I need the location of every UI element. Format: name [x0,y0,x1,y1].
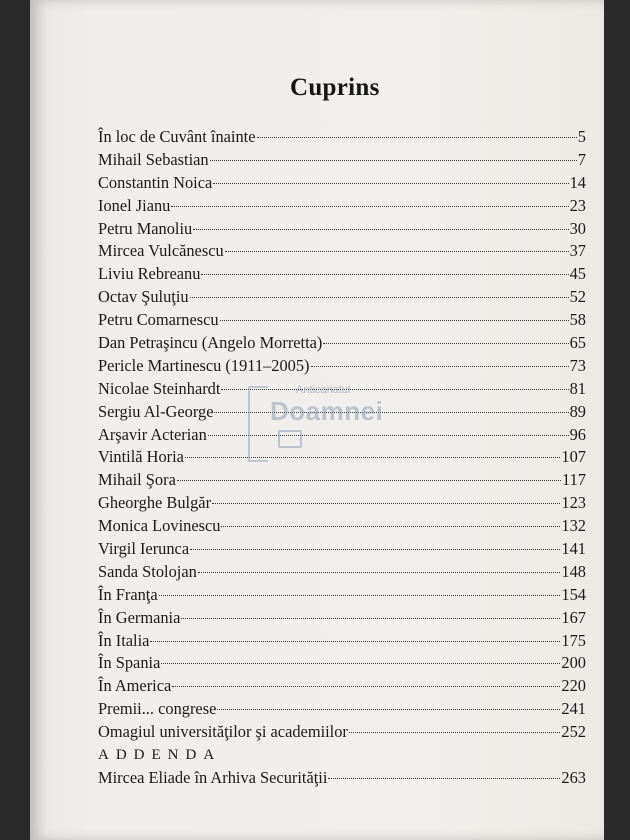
toc-entry-title: Monica Lovinescu [98,516,221,536]
toc-entry-title: În Spania [98,653,161,673]
toc-entry-title: Liviu Rebreanu [98,264,201,284]
toc-entry-page-number: 52 [569,287,586,307]
dot-leader [185,457,560,458]
toc-entry [98,538,586,561]
addenda-heading: ADDENDA [98,747,222,764]
toc-entry-page-number: 132 [561,516,586,536]
toc-entry [98,469,586,492]
toc-entry-page-number: 117 [562,470,586,490]
toc-entry-title: Petru Comarnescu [98,310,219,330]
dot-leader [181,618,560,619]
dot-leader [208,435,569,436]
toc-entry-page-number: 141 [561,539,586,559]
toc-entry-page-number: 252 [561,722,586,742]
toc-entry [98,721,586,744]
dot-leader [220,320,569,321]
toc-entry-title: Vintilă Horia [98,447,184,467]
toc-entry [98,584,586,607]
dot-leader [213,183,568,184]
dot-leader [201,274,568,275]
table-of-contents [98,126,586,790]
dot-leader [212,503,560,504]
toc-entry-title: În Germania [98,607,181,627]
toc-entry-title: Gheorghe Bulgăr [98,493,212,513]
toc-entry-title: Mircea Vulcănescu [98,241,224,261]
dot-leader [214,412,568,413]
dot-leader [190,297,569,298]
toc-entry-page-number: 73 [569,355,586,375]
toc-entry-title: În Italia [98,630,150,650]
toc-entry-title: Ionel Jianu [98,195,171,215]
toc-entry-page-number: 167 [561,607,586,627]
toc-entry-title: Mircea Eliade în Arhiva Securităţii [98,767,328,787]
toc-entry [98,355,586,378]
toc-entry [98,630,586,653]
toc-entry-page-number: 37 [569,241,586,261]
toc-entry [98,286,586,309]
dot-leader [311,366,569,367]
toc-entry-page-number: 89 [569,401,586,421]
toc-entry-page-number: 263 [561,767,586,787]
toc-entry [98,607,586,630]
toc-entry [98,561,586,584]
toc-entry [98,424,586,447]
toc-entry-title: Premii... congrese [98,699,217,719]
dot-leader [172,686,560,687]
toc-entry-title: Pericle Martinescu (1911–2005) [98,355,310,375]
toc-entry-title: Nicolae Steinhardt [98,378,221,398]
toc-entry [98,218,586,241]
toc-entry-title: Sanda Stolojan [98,561,197,581]
dot-leader [221,389,568,390]
dot-leader [177,480,561,481]
toc-entry-page-number: 123 [561,493,586,513]
toc-entry [98,126,586,149]
toc-entry-page-number: 30 [569,218,586,238]
dot-leader [225,251,569,252]
toc-entry [98,332,586,355]
toc-entry-title: Omagiul universităţilor şi academiilor [98,722,348,742]
dot-leader [198,572,561,573]
dot-leader [161,663,560,664]
dot-leader [257,137,577,138]
dot-leader [190,549,560,550]
toc-entry [98,767,586,790]
toc-entry-page-number: 81 [569,378,586,398]
toc-entry-title: Sergiu Al-George [98,401,214,421]
dot-leader [150,641,560,642]
dot-leader [328,778,560,779]
page-title: Cuprins [290,74,380,101]
toc-entry-page-number: 154 [561,584,586,604]
toc-entry-title: Virgil Ierunca [98,539,190,559]
dot-leader [323,343,568,344]
dot-leader [210,160,577,161]
toc-entry-title: Mihail Şora [98,470,176,490]
toc-entry-page-number: 96 [569,424,586,444]
toc-entry-page-number: 7 [577,149,586,169]
toc-entry [98,401,586,424]
toc-entry-page-number: 107 [561,447,586,467]
dot-leader [217,709,560,710]
toc-entry-title: În America [98,676,172,696]
toc-entry [98,172,586,195]
toc-entry [98,263,586,286]
toc-entry-page-number: 65 [569,333,586,353]
dot-leader [193,229,568,230]
toc-entry-page-number: 58 [569,310,586,330]
dot-leader [221,526,560,527]
toc-entry [98,195,586,218]
dot-leader [171,206,568,207]
toc-entry-title: Arşavir Acterian [98,424,207,444]
dot-leader [159,595,561,596]
toc-entry [98,698,586,721]
toc-entry [98,149,586,172]
toc-entry-title: Dan Petraşincu (Angelo Morretta) [98,333,323,353]
toc-entry-page-number: 14 [569,172,586,192]
toc-entry [98,515,586,538]
toc-entry-title: În Franţa [98,584,158,604]
toc-entry-page-number: 200 [561,653,586,673]
toc-entry [98,309,586,332]
toc-entry-page-number: 148 [561,561,586,581]
toc-entry-page-number: 5 [577,127,586,146]
toc-entry-title: În loc de Cuvânt înainte [98,127,256,146]
toc-entry-page-number: 175 [561,630,586,650]
toc-entry-page-number: 220 [561,676,586,696]
watermark-big-text: Doamnei [270,396,384,426]
toc-entry [98,492,586,515]
toc-entry [98,675,586,698]
toc-entry [98,378,586,401]
toc-entry-page-number: 23 [569,195,586,215]
toc-entry-title: Mihail Sebastian [98,149,209,169]
toc-entry-title: Constantin Noica [98,172,213,192]
toc-entry-page-number: 45 [569,264,586,284]
dot-leader [349,732,561,733]
toc-entry [98,240,586,263]
toc-entry [98,446,586,469]
toc-entry [98,652,586,675]
toc-entry-title: Petru Manoliu [98,218,193,238]
toc-entry-title: Octav Şuluţiu [98,287,189,307]
toc-entry-page-number: 241 [561,699,586,719]
watermark-small-text: Anticariatul [296,384,351,396]
